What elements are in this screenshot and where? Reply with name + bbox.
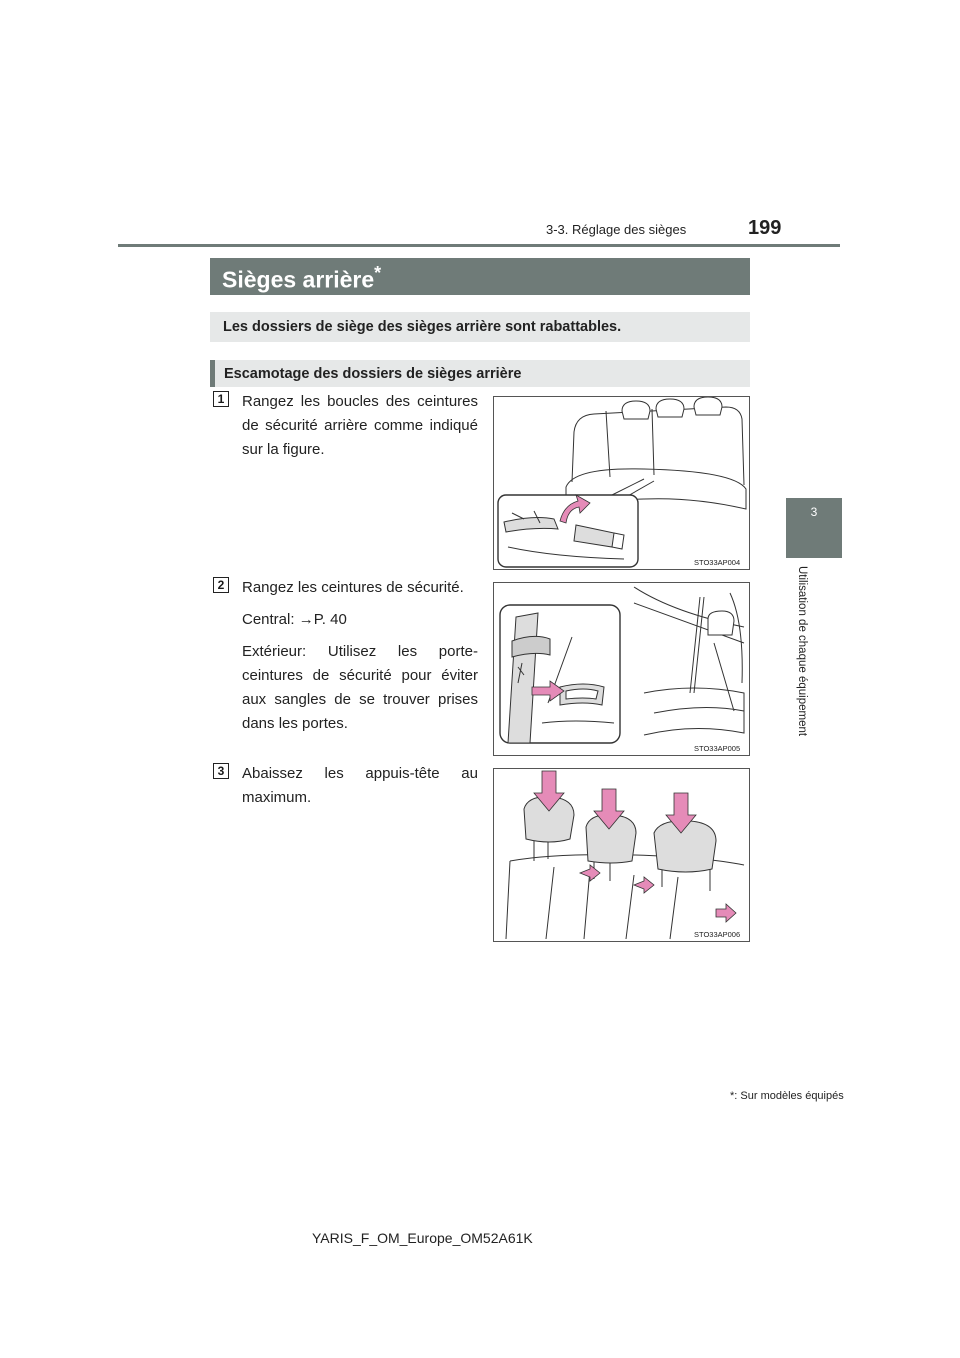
illustration-headrests (494, 769, 749, 941)
chapter-title-vertical (794, 566, 814, 766)
title-asterisk: * (374, 263, 382, 283)
document-footer: YARIS_F_OM_Europe_OM52A61K (312, 1230, 533, 1246)
figure-rear-seat-buckles (493, 396, 750, 570)
page-title (222, 263, 381, 294)
step-3-paragraph: Abaissez les appuis-tête au maximum. (242, 765, 478, 806)
step-3-text (242, 762, 478, 818)
illustration-seat-buckles (494, 397, 749, 569)
figure-headrests (493, 768, 750, 942)
page-number: 199 (748, 217, 782, 239)
section-reference: 3-3. Réglage des sièges (546, 222, 687, 237)
step-2-paragraph-3: Extérieur: Utilisez les porte-ceintures de sécurité pour éviter aux sangles de se trouver prises dans les portes. (242, 643, 478, 732)
figure-seat-belt-holder (493, 582, 750, 756)
step-2-paragraph-1: Rangez les ceintures de sécurité. (242, 579, 464, 596)
step-1-number: 1 (213, 391, 229, 407)
figure-1-code: STO33AP004 (694, 558, 741, 567)
illustration-seat-belt-holder (494, 583, 749, 755)
figure-2-code: STO33AP005 (694, 744, 741, 753)
step-2-number: 2 (213, 577, 229, 593)
step-2-text (242, 576, 478, 744)
chapter-title: Utilisation de chaque équipement (796, 566, 808, 737)
step-2-paragraph-2: Central: →P. 40 (242, 611, 347, 628)
step-1-text (242, 390, 478, 470)
subsection-title: Escamotage des dossiers de sièges arrière (224, 366, 522, 382)
footnote: *: Sur modèles équipés (730, 1090, 844, 1102)
figure-3-code: STO33AP006 (694, 930, 741, 939)
step-3-number: 3 (213, 763, 229, 779)
intro-text: Les dossiers de siège des sièges arrière sont rabattables. (223, 319, 622, 335)
header-rule (118, 244, 840, 247)
step-1-paragraph: Rangez les boucles des ceintures de sécurité arrière comme indiqué sur la figure. (242, 393, 478, 458)
chapter-number: 3 (810, 505, 818, 519)
page-title-text: Sièges arrière (222, 266, 375, 293)
